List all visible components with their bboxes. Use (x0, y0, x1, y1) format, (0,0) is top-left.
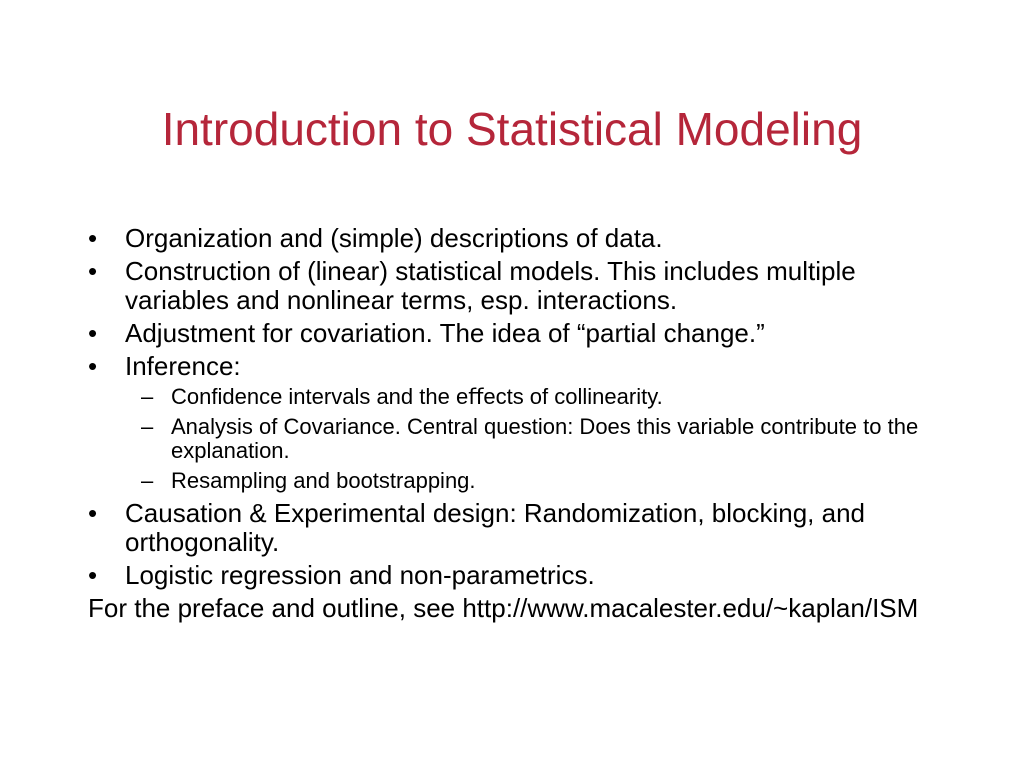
dash-icon: – (141, 384, 154, 409)
bullet-text: Construction of (linear) statistical models. This includes multiple variables and nonlinear terms, esp. interactions. (125, 256, 856, 315)
bullet-text: Logistic regression and non-parametrics. (125, 560, 595, 590)
bullet-item (88, 319, 958, 348)
sub-bullet-item (88, 469, 958, 493)
bullet-item (88, 257, 958, 315)
slide-content (88, 224, 958, 623)
footer-note: For the preface and outline, see http://www.macalester.edu/~kaplan/ISM (88, 593, 919, 623)
bullet-text: Organization and (simple) descriptions of data. (125, 223, 663, 253)
sub-bullet-text: Confidence intervals and the eﬀects of collinearity. (171, 384, 663, 409)
bullet-icon: • (88, 560, 98, 590)
bullet-item (88, 561, 958, 590)
bullet-text: Causation & Experimental design: Randomization, blocking, and orthogonality. (125, 498, 865, 557)
bullet-text: Adjustment for covariation. The idea of “partial change.” (125, 318, 765, 348)
bullet-icon: • (88, 256, 98, 286)
bullet-item (88, 499, 958, 557)
bullet-text: Inference: (125, 351, 241, 381)
bullet-icon: • (88, 223, 98, 253)
bullet-item (88, 352, 958, 381)
bullet-icon: • (88, 498, 98, 528)
sub-bullet-item (88, 385, 958, 409)
dash-icon: – (141, 468, 154, 493)
slide-title: Introduction to Statistical Modeling (161, 103, 863, 155)
bullet-icon: • (88, 351, 98, 381)
bullet-item (88, 224, 958, 253)
bullet-icon: • (88, 318, 98, 348)
sub-bullet-item (88, 415, 958, 463)
sub-bullet-text: Analysis of Covariance. Central question: Does this variable contribute to the explanation. (171, 414, 919, 463)
sub-bullet-text: Resampling and bootstrapping. (171, 468, 476, 493)
dash-icon: – (141, 414, 154, 439)
